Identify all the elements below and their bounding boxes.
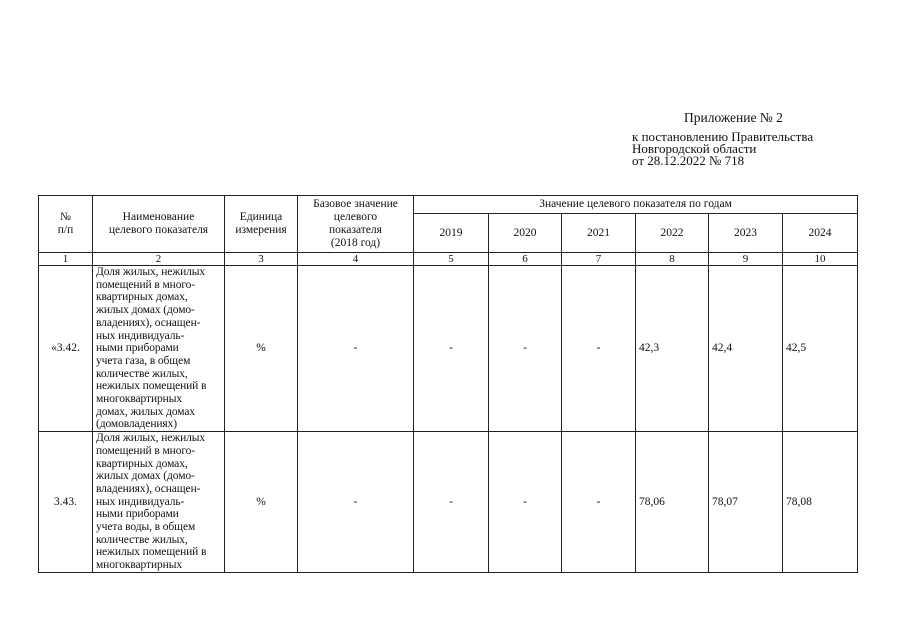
col-header-year: 2024 bbox=[783, 214, 858, 253]
document-header bbox=[632, 112, 813, 167]
col-header-years-group: Значение целевого показателя по годам bbox=[414, 196, 858, 214]
col-header-year: 2022 bbox=[636, 214, 709, 253]
value-cell-2024: 42,5 bbox=[783, 266, 858, 432]
col-header-year: 2019 bbox=[414, 214, 489, 253]
column-number: 2 bbox=[93, 253, 225, 266]
col-header-base: Базовое значение целевого показателя (2018 год) bbox=[298, 196, 414, 253]
unit-cell: % bbox=[225, 432, 298, 573]
header-line-resolution: к постановлению Правительства bbox=[632, 129, 814, 144]
row-number: 3.43. bbox=[39, 432, 93, 573]
col-header-year: 2023 bbox=[709, 214, 783, 253]
table-row bbox=[39, 432, 858, 573]
column-number: 1 bbox=[39, 253, 93, 266]
column-number: 7 bbox=[562, 253, 636, 266]
indicator-name: Доля жилых, нежилых помещений в много- квартирных домах, жилых домах (домо- владениях), оснащен- ных индивидуаль- ными приборами учета воды, в общем количестве жилых, нежилых помещений в многоквартирных bbox=[93, 432, 225, 573]
column-number: 9 bbox=[709, 253, 783, 266]
base-value-cell: - bbox=[298, 432, 414, 573]
column-numbers-row bbox=[39, 253, 858, 266]
value-cell-2019: - bbox=[414, 266, 489, 432]
column-number: 3 bbox=[225, 253, 298, 266]
table-row bbox=[39, 266, 858, 432]
col-header-year: 2021 bbox=[562, 214, 636, 253]
indicator-name: Доля жилых, нежилых помещений в много- квартирных домах, жилых домах (домо- владениях), оснащен- ных индивидуаль- ными приборами учета газа, в общем количестве жилых, нежилых помещений в многоквартирных домах, жилых домах (домовладениях) bbox=[93, 266, 225, 432]
value-cell-2020: - bbox=[489, 432, 562, 573]
value-cell-2019: - bbox=[414, 432, 489, 573]
header-line-region: Новгородской области bbox=[632, 141, 757, 156]
value-cell-2020: - bbox=[489, 266, 562, 432]
col-header-name: Наименование целевого показателя bbox=[93, 196, 225, 253]
base-value-cell: - bbox=[298, 266, 414, 432]
header-row bbox=[39, 196, 858, 214]
unit-cell: % bbox=[225, 266, 298, 432]
column-number: 6 bbox=[489, 253, 562, 266]
row-number: «3.42. bbox=[39, 266, 93, 432]
header-line-date: от 28.12.2022 № 718 bbox=[632, 153, 745, 168]
value-cell-2023: 42,4 bbox=[709, 266, 783, 432]
value-cell-2021: - bbox=[562, 432, 636, 573]
column-number: 5 bbox=[414, 253, 489, 266]
col-header-year: 2020 bbox=[489, 214, 562, 253]
value-cell-2023: 78,07 bbox=[709, 432, 783, 573]
column-number: 10 bbox=[783, 253, 858, 266]
col-header-num: № п/п bbox=[39, 196, 93, 253]
value-cell-2022: 42,3 bbox=[636, 266, 709, 432]
value-cell-2021: - bbox=[562, 266, 636, 432]
indicators-table bbox=[38, 195, 858, 573]
column-number: 4 bbox=[298, 253, 414, 266]
value-cell-2022: 78,06 bbox=[636, 432, 709, 573]
appendix-title: Приложение № 2 bbox=[684, 110, 783, 125]
value-cell-2024: 78,08 bbox=[783, 432, 858, 573]
column-number: 8 bbox=[636, 253, 709, 266]
col-header-unit: Единица измерения bbox=[225, 196, 298, 253]
